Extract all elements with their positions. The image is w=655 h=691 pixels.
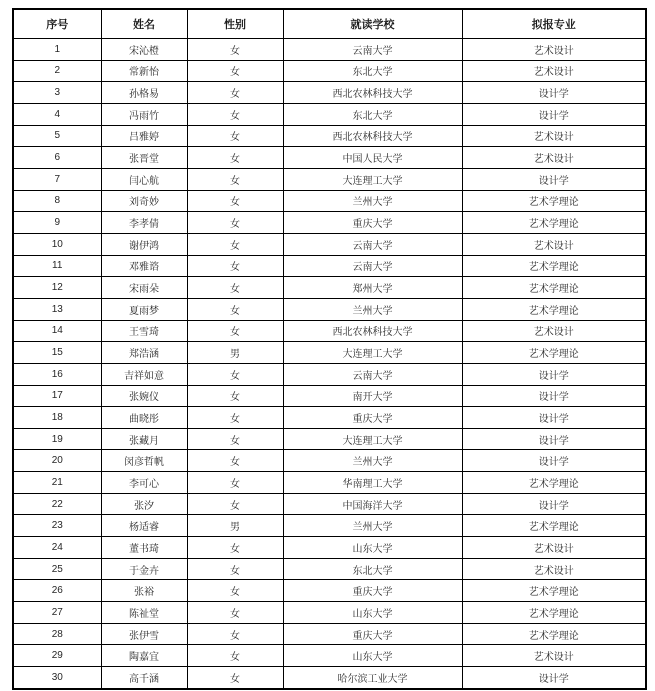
cell-major: 艺术设计 — [462, 60, 646, 82]
cell-name: 闫心航 — [101, 168, 187, 190]
cell-name: 宋沁橙 — [101, 39, 187, 61]
cell-no: 21 — [13, 472, 101, 494]
cell-gender: 女 — [187, 320, 283, 342]
cell-gender: 女 — [187, 60, 283, 82]
cell-major: 设计学 — [462, 168, 646, 190]
cell-gender: 女 — [187, 537, 283, 559]
cell-school: 重庆大学 — [283, 407, 462, 429]
cell-no: 22 — [13, 493, 101, 515]
cell-major: 艺术学理论 — [462, 515, 646, 537]
table-row — [13, 103, 646, 125]
cell-gender: 女 — [187, 428, 283, 450]
cell-no: 19 — [13, 428, 101, 450]
cell-school: 山东大学 — [283, 537, 462, 559]
cell-major: 艺术学理论 — [462, 212, 646, 234]
cell-name: 王雪琦 — [101, 320, 187, 342]
cell-school: 西北农林科技大学 — [283, 320, 462, 342]
cell-major: 艺术设计 — [462, 147, 646, 169]
cell-no: 29 — [13, 645, 101, 667]
cell-school: 山东大学 — [283, 645, 462, 667]
cell-school: 西北农林科技大学 — [283, 82, 462, 104]
cell-school: 东北大学 — [283, 558, 462, 580]
table-row — [13, 277, 646, 299]
cell-gender: 女 — [187, 602, 283, 624]
cell-name: 吕雅婷 — [101, 125, 187, 147]
cell-name: 刘奇妙 — [101, 190, 187, 212]
table-row — [13, 147, 646, 169]
cell-school: 南开大学 — [283, 385, 462, 407]
cell-name: 李可心 — [101, 472, 187, 494]
cell-school: 西北农林科技大学 — [283, 125, 462, 147]
cell-no: 2 — [13, 60, 101, 82]
cell-no: 16 — [13, 363, 101, 385]
table-row — [13, 407, 646, 429]
cell-no: 15 — [13, 342, 101, 364]
cell-gender: 女 — [187, 450, 283, 472]
table-row — [13, 39, 646, 61]
table-row — [13, 472, 646, 494]
cell-gender: 女 — [187, 190, 283, 212]
cell-name: 陶嘉宜 — [101, 645, 187, 667]
cell-major: 艺术设计 — [462, 233, 646, 255]
cell-name: 谢伊鸿 — [101, 233, 187, 255]
cell-name: 孙格易 — [101, 82, 187, 104]
cell-gender: 女 — [187, 298, 283, 320]
cell-major: 艺术设计 — [462, 645, 646, 667]
cell-school: 中国人民大学 — [283, 147, 462, 169]
table-row — [13, 168, 646, 190]
cell-no: 17 — [13, 385, 101, 407]
table-row — [13, 342, 646, 364]
cell-no: 9 — [13, 212, 101, 234]
cell-no: 3 — [13, 82, 101, 104]
cell-major: 艺术设计 — [462, 125, 646, 147]
table-row — [13, 623, 646, 645]
cell-gender: 男 — [187, 515, 283, 537]
cell-name: 常新怡 — [101, 60, 187, 82]
cell-school: 云南大学 — [283, 363, 462, 385]
cell-major: 设计学 — [462, 363, 646, 385]
table-row — [13, 580, 646, 602]
table-row — [13, 320, 646, 342]
table-row — [13, 493, 646, 515]
header-name: 姓名 — [101, 9, 187, 39]
cell-major: 艺术学理论 — [462, 623, 646, 645]
cell-gender: 女 — [187, 407, 283, 429]
cell-name: 张晋堂 — [101, 147, 187, 169]
table-row — [13, 537, 646, 559]
table-row — [13, 363, 646, 385]
cell-major: 艺术设计 — [462, 537, 646, 559]
cell-gender: 女 — [187, 168, 283, 190]
cell-school: 云南大学 — [283, 233, 462, 255]
cell-no: 1 — [13, 39, 101, 61]
cell-gender: 男 — [187, 342, 283, 364]
cell-major: 设计学 — [462, 407, 646, 429]
cell-gender: 女 — [187, 645, 283, 667]
cell-gender: 女 — [187, 147, 283, 169]
cell-gender: 女 — [187, 623, 283, 645]
cell-school: 重庆大学 — [283, 580, 462, 602]
cell-name: 张裕 — [101, 580, 187, 602]
cell-name: 于金卉 — [101, 558, 187, 580]
cell-gender: 女 — [187, 82, 283, 104]
cell-school: 兰州大学 — [283, 515, 462, 537]
cell-gender: 女 — [187, 493, 283, 515]
cell-no: 26 — [13, 580, 101, 602]
cell-school: 重庆大学 — [283, 212, 462, 234]
cell-no: 11 — [13, 255, 101, 277]
cell-school: 华南理工大学 — [283, 472, 462, 494]
cell-major: 设计学 — [462, 385, 646, 407]
cell-no: 10 — [13, 233, 101, 255]
table-row — [13, 515, 646, 537]
cell-name: 吉祥如意 — [101, 363, 187, 385]
cell-name: 夏雨梦 — [101, 298, 187, 320]
table-row — [13, 450, 646, 472]
cell-school: 大连理工大学 — [283, 168, 462, 190]
cell-name: 杨适睿 — [101, 515, 187, 537]
table-row — [13, 125, 646, 147]
cell-no: 8 — [13, 190, 101, 212]
cell-no: 20 — [13, 450, 101, 472]
table-row — [13, 428, 646, 450]
cell-gender: 女 — [187, 233, 283, 255]
cell-major: 艺术学理论 — [462, 472, 646, 494]
table-row — [13, 255, 646, 277]
cell-name: 李孝倩 — [101, 212, 187, 234]
cell-gender: 女 — [187, 39, 283, 61]
cell-name: 张汐 — [101, 493, 187, 515]
cell-no: 6 — [13, 147, 101, 169]
cell-gender: 女 — [187, 558, 283, 580]
table-row — [13, 385, 646, 407]
cell-major: 艺术学理论 — [462, 298, 646, 320]
cell-major: 艺术学理论 — [462, 342, 646, 364]
cell-no: 23 — [13, 515, 101, 537]
table-row — [13, 645, 646, 667]
cell-school: 大连理工大学 — [283, 342, 462, 364]
cell-gender: 女 — [187, 580, 283, 602]
cell-name: 高千涵 — [101, 667, 187, 689]
cell-no: 14 — [13, 320, 101, 342]
cell-major: 艺术学理论 — [462, 580, 646, 602]
header-school: 就读学校 — [283, 9, 462, 39]
table-row — [13, 298, 646, 320]
cell-no: 7 — [13, 168, 101, 190]
cell-school: 云南大学 — [283, 255, 462, 277]
header-gender: 性别 — [187, 9, 283, 39]
table-row — [13, 60, 646, 82]
cell-major: 设计学 — [462, 667, 646, 689]
cell-no: 27 — [13, 602, 101, 624]
table-row — [13, 212, 646, 234]
cell-no: 5 — [13, 125, 101, 147]
cell-major: 艺术学理论 — [462, 602, 646, 624]
cell-no: 30 — [13, 667, 101, 689]
cell-school: 兰州大学 — [283, 190, 462, 212]
cell-school: 大连理工大学 — [283, 428, 462, 450]
table-row — [13, 82, 646, 104]
header-row — [13, 9, 646, 39]
cell-gender: 女 — [187, 472, 283, 494]
cell-gender: 女 — [187, 125, 283, 147]
cell-gender: 女 — [187, 277, 283, 299]
cell-major: 艺术学理论 — [462, 255, 646, 277]
cell-gender: 女 — [187, 385, 283, 407]
cell-name: 邓雅谘 — [101, 255, 187, 277]
cell-school: 哈尔滨工业大学 — [283, 667, 462, 689]
cell-school: 东北大学 — [283, 103, 462, 125]
header-major: 拟报专业 — [462, 9, 646, 39]
cell-major: 艺术学理论 — [462, 190, 646, 212]
cell-no: 4 — [13, 103, 101, 125]
cell-name: 闵彦哲帆 — [101, 450, 187, 472]
cell-major: 设计学 — [462, 428, 646, 450]
cell-school: 兰州大学 — [283, 450, 462, 472]
cell-gender: 女 — [187, 103, 283, 125]
cell-name: 冯雨竹 — [101, 103, 187, 125]
table-row — [13, 558, 646, 580]
cell-gender: 女 — [187, 255, 283, 277]
cell-no: 12 — [13, 277, 101, 299]
cell-gender: 女 — [187, 667, 283, 689]
cell-name: 张藏月 — [101, 428, 187, 450]
cell-school: 山东大学 — [283, 602, 462, 624]
cell-major: 设计学 — [462, 450, 646, 472]
cell-school: 东北大学 — [283, 60, 462, 82]
table-row — [13, 602, 646, 624]
cell-major: 艺术设计 — [462, 39, 646, 61]
cell-no: 24 — [13, 537, 101, 559]
header-no: 序号 — [13, 9, 101, 39]
cell-major: 艺术学理论 — [462, 277, 646, 299]
cell-no: 25 — [13, 558, 101, 580]
cell-name: 曲晓彤 — [101, 407, 187, 429]
table-row — [13, 233, 646, 255]
cell-gender: 女 — [187, 363, 283, 385]
cell-name: 宋雨朵 — [101, 277, 187, 299]
cell-school: 兰州大学 — [283, 298, 462, 320]
student-table — [12, 8, 647, 690]
cell-major: 设计学 — [462, 82, 646, 104]
cell-school: 中国海洋大学 — [283, 493, 462, 515]
cell-school: 重庆大学 — [283, 623, 462, 645]
cell-name: 张伊雪 — [101, 623, 187, 645]
cell-no: 18 — [13, 407, 101, 429]
cell-major: 设计学 — [462, 493, 646, 515]
table-row — [13, 190, 646, 212]
cell-no: 13 — [13, 298, 101, 320]
cell-no: 28 — [13, 623, 101, 645]
cell-major: 艺术设计 — [462, 558, 646, 580]
cell-name: 董书琦 — [101, 537, 187, 559]
cell-major: 设计学 — [462, 103, 646, 125]
cell-name: 张婉仪 — [101, 385, 187, 407]
cell-school: 郑州大学 — [283, 277, 462, 299]
cell-gender: 女 — [187, 212, 283, 234]
cell-name: 郑浩涵 — [101, 342, 187, 364]
cell-name: 陈祉堂 — [101, 602, 187, 624]
cell-major: 艺术设计 — [462, 320, 646, 342]
table-row — [13, 667, 646, 689]
cell-school: 云南大学 — [283, 39, 462, 61]
